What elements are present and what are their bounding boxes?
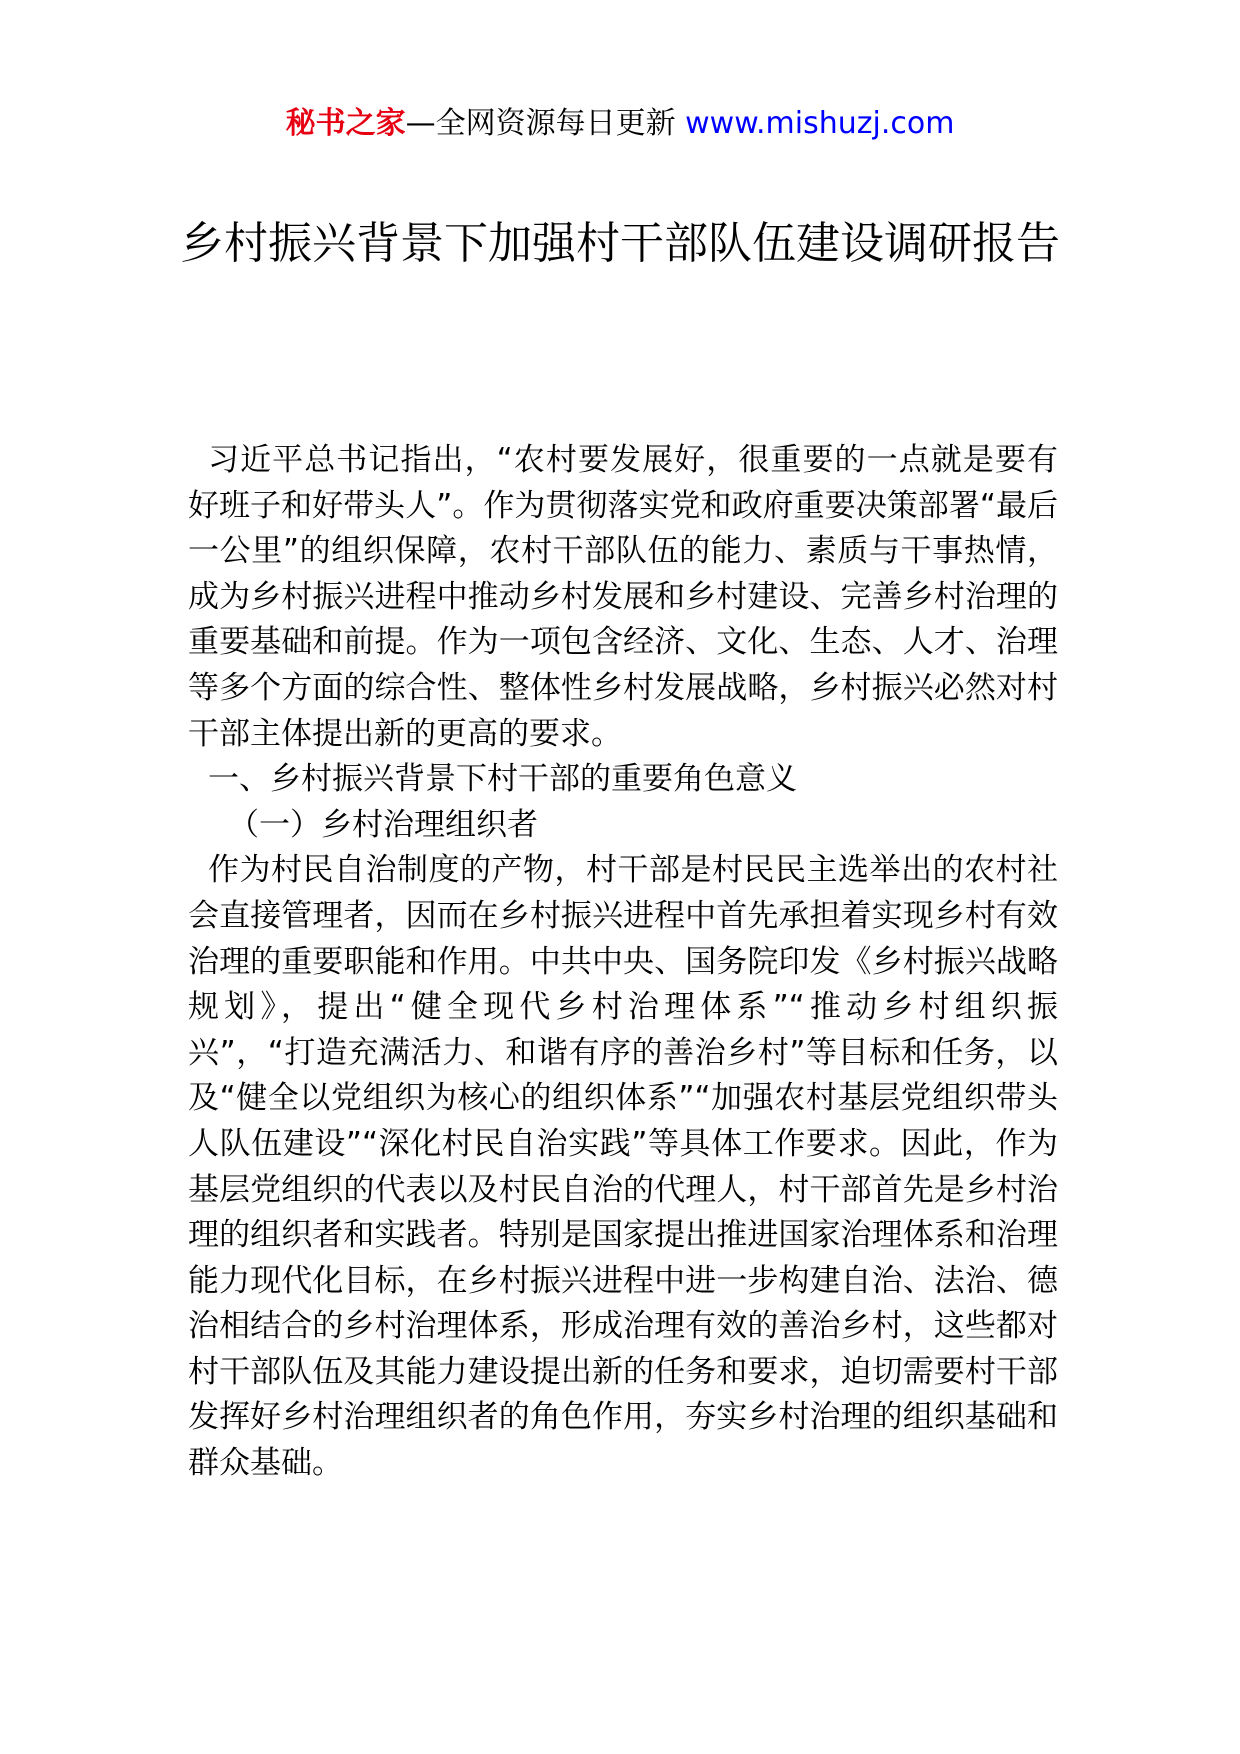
document-body	[188, 438, 1058, 1487]
subsection-heading: （一）乡村治理组织者	[228, 806, 538, 843]
site-url-link[interactable]: www.mishuzj.com	[685, 106, 955, 141]
header-tagline: —全网资源每日更新	[405, 106, 686, 141]
body-paragraph: 作为村民自治制度的产物，村干部是村民民主选举出的农村社会直接管理者，因而在乡村振兴进程中首先承担着实现乡村有效治理的重要职能和作用。中共中央、国务院印发《乡村振兴战略规划》，提出“健全现代乡村治理体系”“推动乡村组织振兴”，“打造充满活力、和谐有序的善治乡村”等目标和任务，以及“健全以党组织为核心的组织体系”“加强农村基层党组织带头人队伍建设”“深化村民自治实践”等具体工作要求。因此，作为基层党组织的代表以及村民自治的代理人，村干部首先是乡村治理的组织者和实践者。特别是国家提出推进国家治理体系和治理能力现代化目标，在乡村振兴进程中进一步构建自治、法治、德治相结合的乡村治理体系，形成治理有效的善治乡村，这些都对村干部队伍及其能力建设提出新的任务和要求，迫切需要村干部发挥好乡村治理组织者的角色作用，夯实乡村治理的组织基础和群众基础。	[188, 852, 1058, 1482]
brand-name: 秘书之家	[285, 106, 406, 141]
intro-paragraph: 习近平总书记指出，“农村要发展好，很重要的一点就是要有好班子和好带头人”。作为贯彻落实党和政府重要决策部署“最后一公里”的组织保障，农村干部队伍的能力、素质与干事热情，成为乡村振兴进程中推动乡村发展和乡村建设、完善乡村治理的重要基础和前提。作为一项包含经济、文化、生态、人才、治理等多个方面的综合性、整体性乡村发展战略，乡村振兴必然对村干部主体提出新的更高的要求。	[188, 442, 1058, 752]
section-heading: 一、乡村振兴背景下村干部的重要角色意义	[208, 761, 797, 798]
document-title: 乡村振兴背景下加强村干部队伍建设调研报告	[180, 218, 1060, 269]
site-header	[0, 100, 1240, 148]
